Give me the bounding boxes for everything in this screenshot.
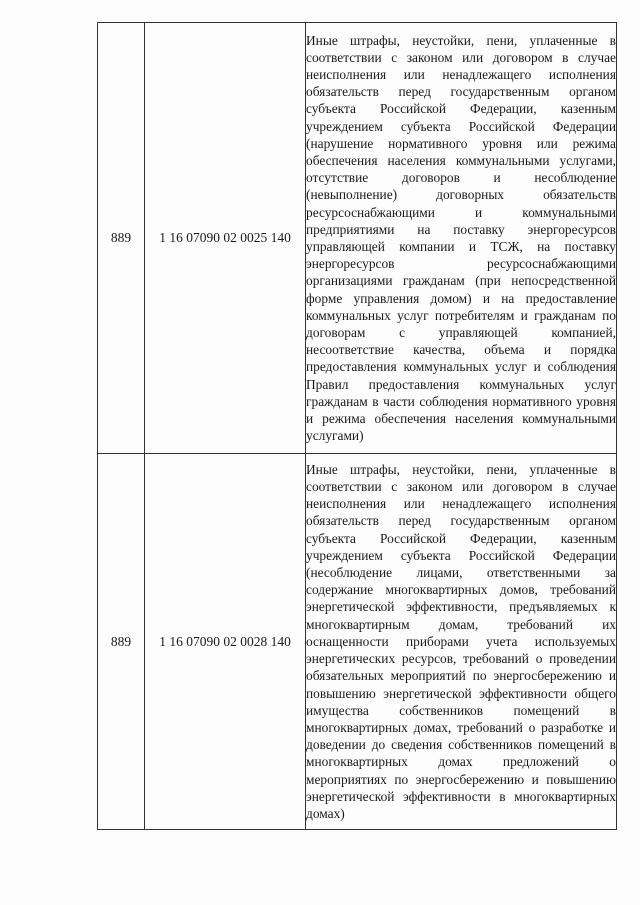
table-row: [98, 23, 617, 454]
description-text: Иные штрафы, неустойки, пени, уплаченные в соответствии с законом или договором в случае неисполнения или ненадлежащего исполнения обязательств перед государственным органом субъекта Российской Федерации, казенным учреждением субъекта Российской Федерации (несоблюдение лицами, ответственными за содержание многоквартирных домов, требований энергетической эффективности, предъявляемых к многоквартирным домам, требований их оснащенности приборами учета используемых энергетических ресурсов, требований о проведении обязательных мероприятий по энергосбережению и повышению энергетической эффективности общего имущества собственников помещений в многоквартирных домах, требований о разработке и доведении до сведения собственников помещений в многоквартирных домах предложений о мероприятиях по энергосбережению и повышению энергетической эффективности в многоквартирных домах): [306, 461, 616, 821]
description-cell: [306, 454, 617, 830]
budget-code-cell: 1 16 07090 02 0028 140: [145, 454, 306, 830]
description-text: Иные штрафы, неустойки, пени, уплаченные в соответствии с законом или договором в случае неисполнения или ненадлежащего исполнения обязательств перед государственным органом субъекта Российской Федерации, казенным учреждением субъекта Российской Федерации (нарушение нормативного уровня или режима обеспечения населения коммунальными услугами, отсутствие договоров и несоблюдение (невыполнение) договорных обязательств ресурсоснабжающими и коммунальными предприятиями на поставку энергоресурсов управляющей компании и ТСЖ, на поставку энергоресурсов ресурсоснабжающими организациями гражданам (при непосредственной форме управления домом) и на предоставление коммунальных услуг потребителям и гражданам по договорам с управляющей компанией, несоответствие качества, объема и порядка предоставления коммунальных услуг и соблюдения Правил предоставления коммунальных услуг гражданам в части соблюдения нормативного уровня и режима обеспечения населения коммунальными услугами): [306, 32, 616, 444]
table-row: [98, 454, 617, 830]
budget-code-cell: 1 16 07090 02 0025 140: [145, 23, 306, 454]
admin-code-cell: 889: [98, 23, 145, 454]
description-cell: [306, 23, 617, 454]
admin-code-cell: 889: [98, 454, 145, 830]
budget-codes-table: [97, 22, 617, 830]
